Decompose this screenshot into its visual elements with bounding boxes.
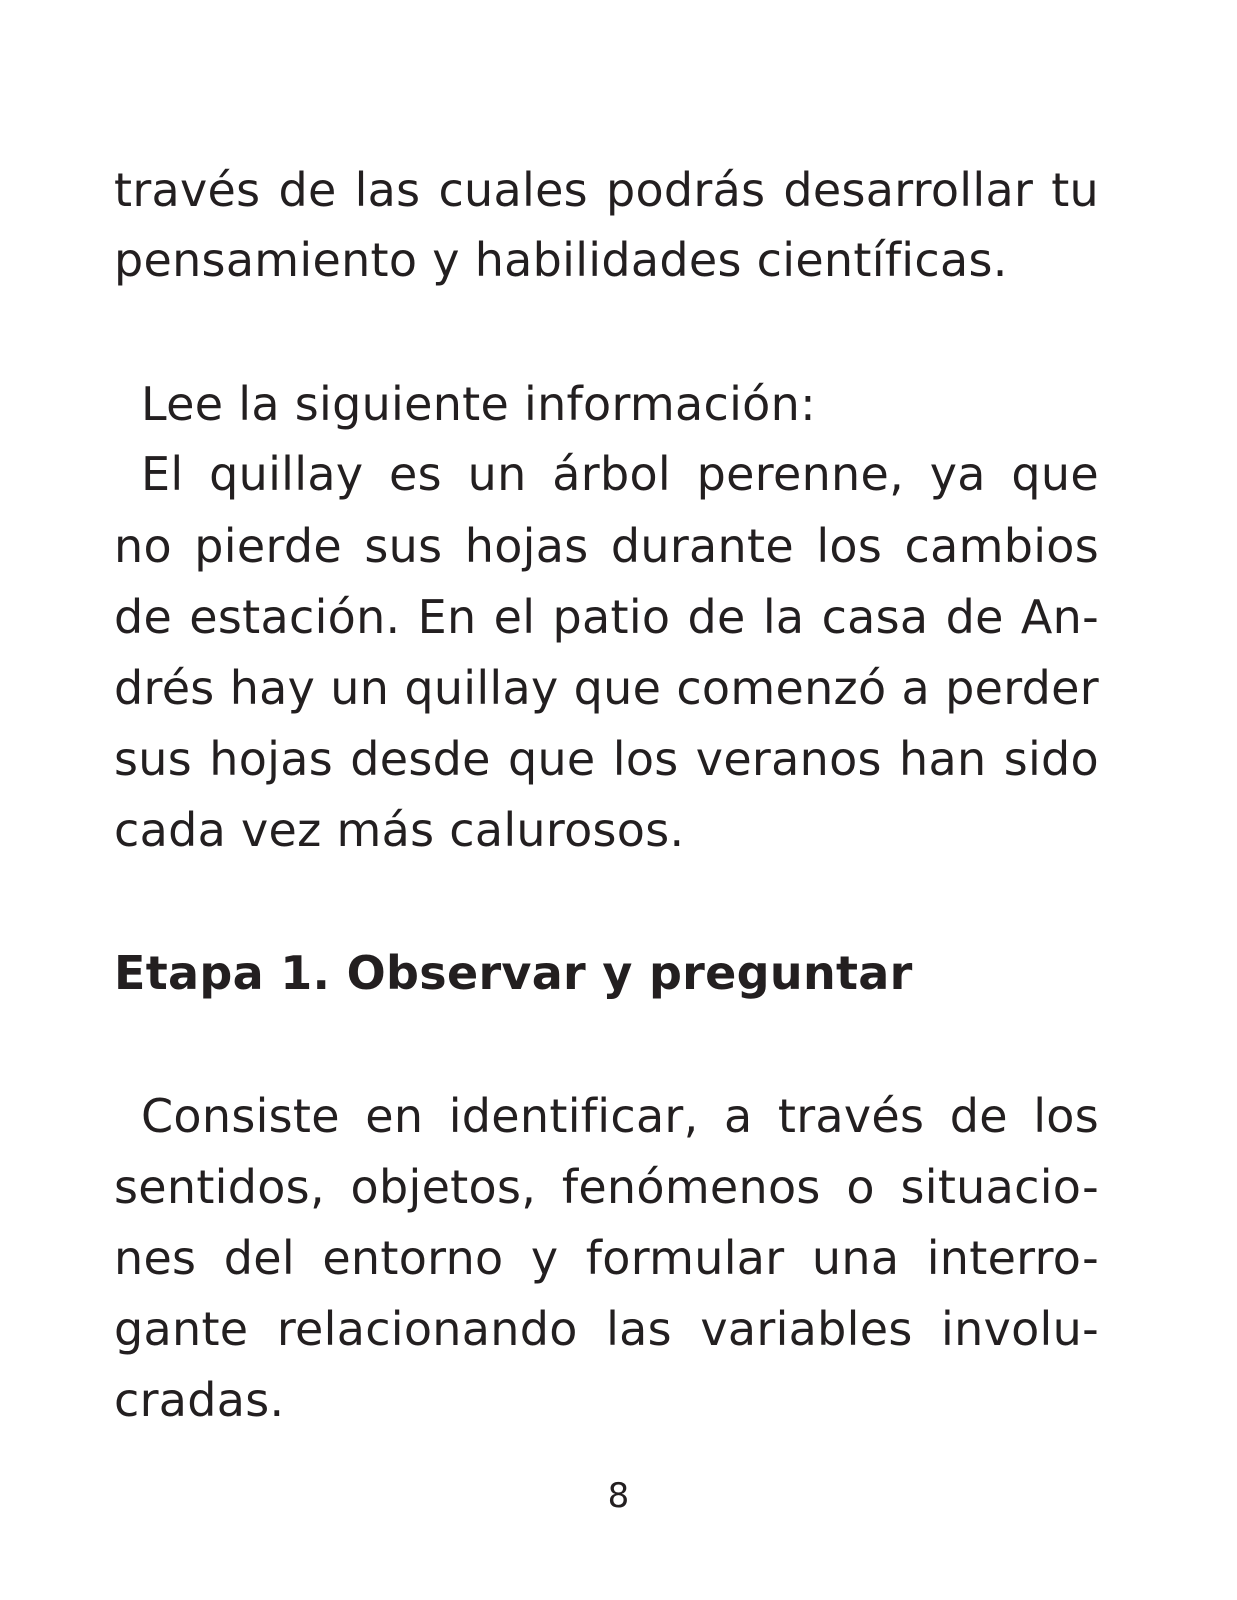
text-line: través de las cuales podrás desarrollar tu [114,163,1099,217]
text-line: cradas. [114,1373,285,1427]
page-number: 8 [607,1476,630,1516]
text-line: sentidos, objetos, fenómenos o situacio- [114,1160,1099,1214]
text-line: sus hojas desde que los veranos han sido [114,732,1099,786]
text-line: cada vez más calurosos. [114,803,685,857]
text-line: no pierde sus hojas durante los cambios [114,519,1099,573]
text-line: nes del entorno y formular una interro- [114,1231,1099,1285]
read-prompt: Lee la siguiente información: [141,377,816,431]
text-line: gante relacionando las variables involu- [114,1302,1099,1356]
section-heading: Etapa 1. Observar y preguntar [114,946,913,1000]
text-line: El quillay es un árbol perenne, ya que [141,447,1099,501]
text-line: Consiste en identificar, a través de los [141,1089,1099,1143]
text-line: pensamiento y habilidades científicas. [114,233,1008,287]
text-line: drés hay un quillay que comenzó a perder [114,661,1099,715]
text-line: de estación. En el patio de la casa de An- [114,590,1099,644]
